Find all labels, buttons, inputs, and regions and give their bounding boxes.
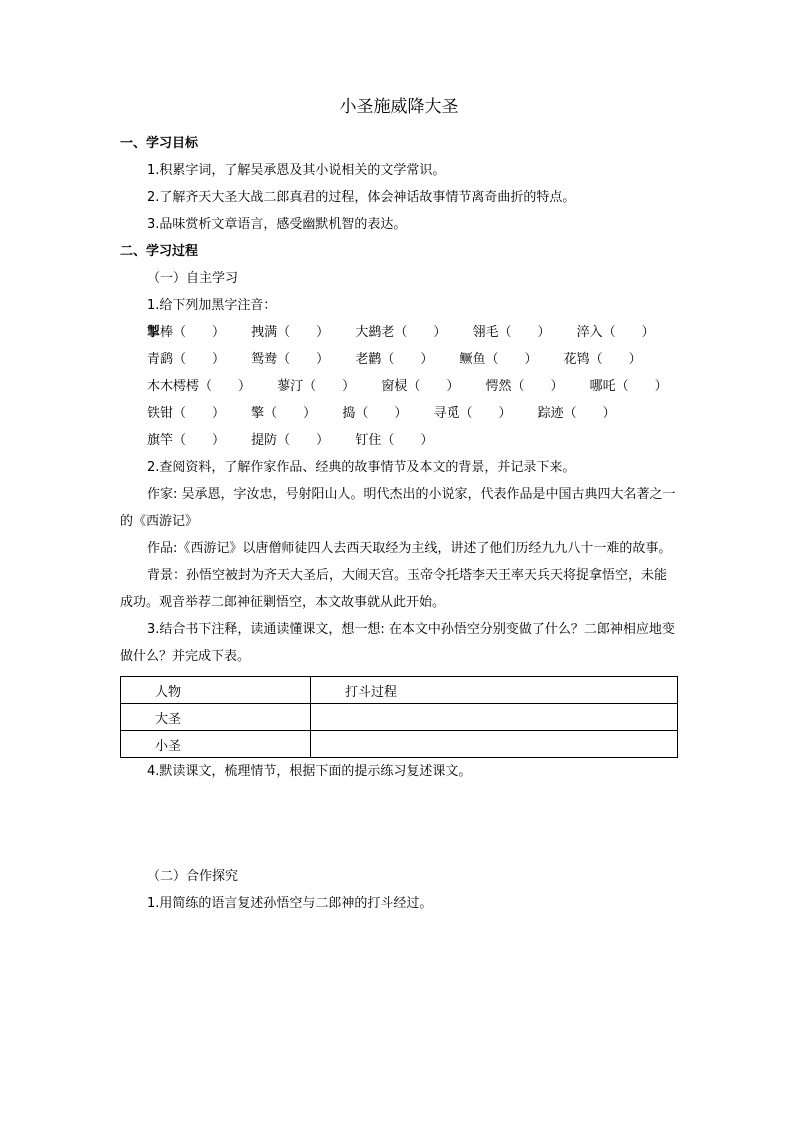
vocab-list xyxy=(120,319,678,454)
vocab-text: 愕然（ ） xyxy=(485,379,564,394)
vocab-item xyxy=(342,400,407,427)
vocab-text: 花鸨（ ） xyxy=(563,352,642,367)
vocab-text: 铁钳（ ） xyxy=(147,406,226,421)
vocab-row xyxy=(120,400,678,427)
section-heading-goals: 一、学习目标 xyxy=(120,136,199,151)
vocab-item xyxy=(355,319,446,346)
vocab-item xyxy=(251,346,329,373)
vocab-text: 鸳鸯（ ） xyxy=(251,352,330,367)
table-cell-empty[interactable] xyxy=(311,704,678,731)
vocab-text: 捣（ ） xyxy=(342,406,408,421)
vocab-item xyxy=(538,400,616,427)
vocab-text: 翎毛（ ） xyxy=(472,325,551,340)
vocab-item xyxy=(251,319,329,346)
vocab-item xyxy=(459,346,537,373)
table-cell-xiaosheng: 小圣 xyxy=(121,731,311,758)
vocab-text: 钉住（ ） xyxy=(355,433,434,448)
vocab-item xyxy=(147,400,225,427)
question-2: 2.查阅资料，了解作家作品、经典的故事情节及本文的背景，并记录下来。 xyxy=(147,460,576,475)
vocab-item xyxy=(564,346,642,373)
goal-item-2: 2.了解齐天大圣大战二郎真君的过程，体会神话故事情节离奇曲折的特点。 xyxy=(147,190,576,205)
vocab-row xyxy=(120,319,678,346)
vocab-item xyxy=(251,427,329,454)
section-heading-process: 二、学习过程 xyxy=(120,244,199,259)
table-row xyxy=(121,677,678,704)
vocab-text: 拽满（ ） xyxy=(251,325,330,340)
goal-item-3: 3.品味赏析文章语言，感受幽默机智的表达。 xyxy=(147,217,407,232)
table-row xyxy=(121,731,678,758)
vocab-text: 大鹚老（ ） xyxy=(355,325,447,340)
table-cell-dasheng: 大圣 xyxy=(121,704,311,731)
vocab-text: 木木樗樗（ ） xyxy=(147,379,252,394)
vocab-item xyxy=(147,373,251,400)
vocab-item xyxy=(472,319,550,346)
vocab-text: 旗竿（ ） xyxy=(147,433,226,448)
vocab-text: 踪迹（ ） xyxy=(537,406,616,421)
question-1: 1.给下列加黑字注音： xyxy=(147,298,277,313)
vocab-text: 蓼汀（ ） xyxy=(277,379,356,394)
question-5: 1.用简练的语言复述孙悟空与二郎神的打斗经过。 xyxy=(147,896,433,911)
vocab-item xyxy=(251,400,316,427)
vocab-text: 寻觅（ ） xyxy=(433,406,512,421)
table-cell-empty[interactable] xyxy=(311,731,678,758)
vocab-text: 哪吒（ ） xyxy=(589,379,668,394)
vocab-text: 淬入（ ） xyxy=(576,325,655,340)
vocab-text: 棒（ ） xyxy=(160,325,226,340)
vocab-text: 擎（ ） xyxy=(251,406,317,421)
work-paragraph: 作品:《西游记》以唐僧师徒四人去西天取经为主线，讲述了他们历经九九八十一难的故事。 xyxy=(147,541,672,556)
background-paragraph: 背景：孙悟空被封为齐天大圣后，大闹天宫。玉帝令托塔李天王率天兵天将捉拿悟空，未能成功。观音举荐二郎神征剿悟空，本文故事就从此开始。 xyxy=(120,568,668,610)
vocab-item xyxy=(147,346,225,373)
vocab-text: 提防（ ） xyxy=(251,433,330,448)
table-header-process: 打斗过程 xyxy=(311,677,678,704)
vocab-item xyxy=(577,319,655,346)
vocab-item xyxy=(277,373,355,400)
bold-char: 掣 xyxy=(147,325,161,340)
subsection-cooperative: （二）合作探究 xyxy=(147,869,239,884)
table-row xyxy=(121,704,678,731)
document-title: 小圣施威降大圣 xyxy=(339,97,459,117)
vocab-text: 老鹳（ ） xyxy=(355,352,434,367)
vocab-item xyxy=(381,373,459,400)
subsection-self-study: （一）自主学习 xyxy=(147,271,239,286)
vocab-item xyxy=(485,373,563,400)
vocab-item xyxy=(147,319,225,346)
author-paragraph: 作家: 吴承恩，字汝忠，号射阳山人。明代杰出的小说家，代表作品是中国古典四大名著之一的《西游记》 xyxy=(120,487,676,529)
question-4: 4.默读课文，梳理情节，根据下面的提示练习复述课文。 xyxy=(147,764,472,779)
table-header-character: 人物 xyxy=(121,677,311,704)
vocab-item xyxy=(355,346,433,373)
answer-space xyxy=(120,785,678,863)
goal-item-1: 1.积累字词，了解吴承恩及其小说相关的文学常识。 xyxy=(147,163,446,178)
vocab-row xyxy=(120,346,678,373)
vocab-text: 青鹞（ ） xyxy=(147,352,226,367)
question-3: 3.结合书下注释，读通读懂课文，想一想: 在本文中孙悟空分别变做了什么？二郎神相应地变做什么？并完成下表。 xyxy=(120,622,675,664)
vocab-item xyxy=(433,400,511,427)
vocab-text: 窗棂（ ） xyxy=(381,379,460,394)
document-page xyxy=(120,96,678,917)
vocab-row xyxy=(120,427,678,454)
vocab-item xyxy=(355,427,433,454)
vocab-text: 鳜鱼（ ） xyxy=(459,352,538,367)
vocab-item xyxy=(147,427,225,454)
vocab-row xyxy=(120,373,678,400)
fight-process-table xyxy=(120,676,678,758)
vocab-item xyxy=(590,373,668,400)
